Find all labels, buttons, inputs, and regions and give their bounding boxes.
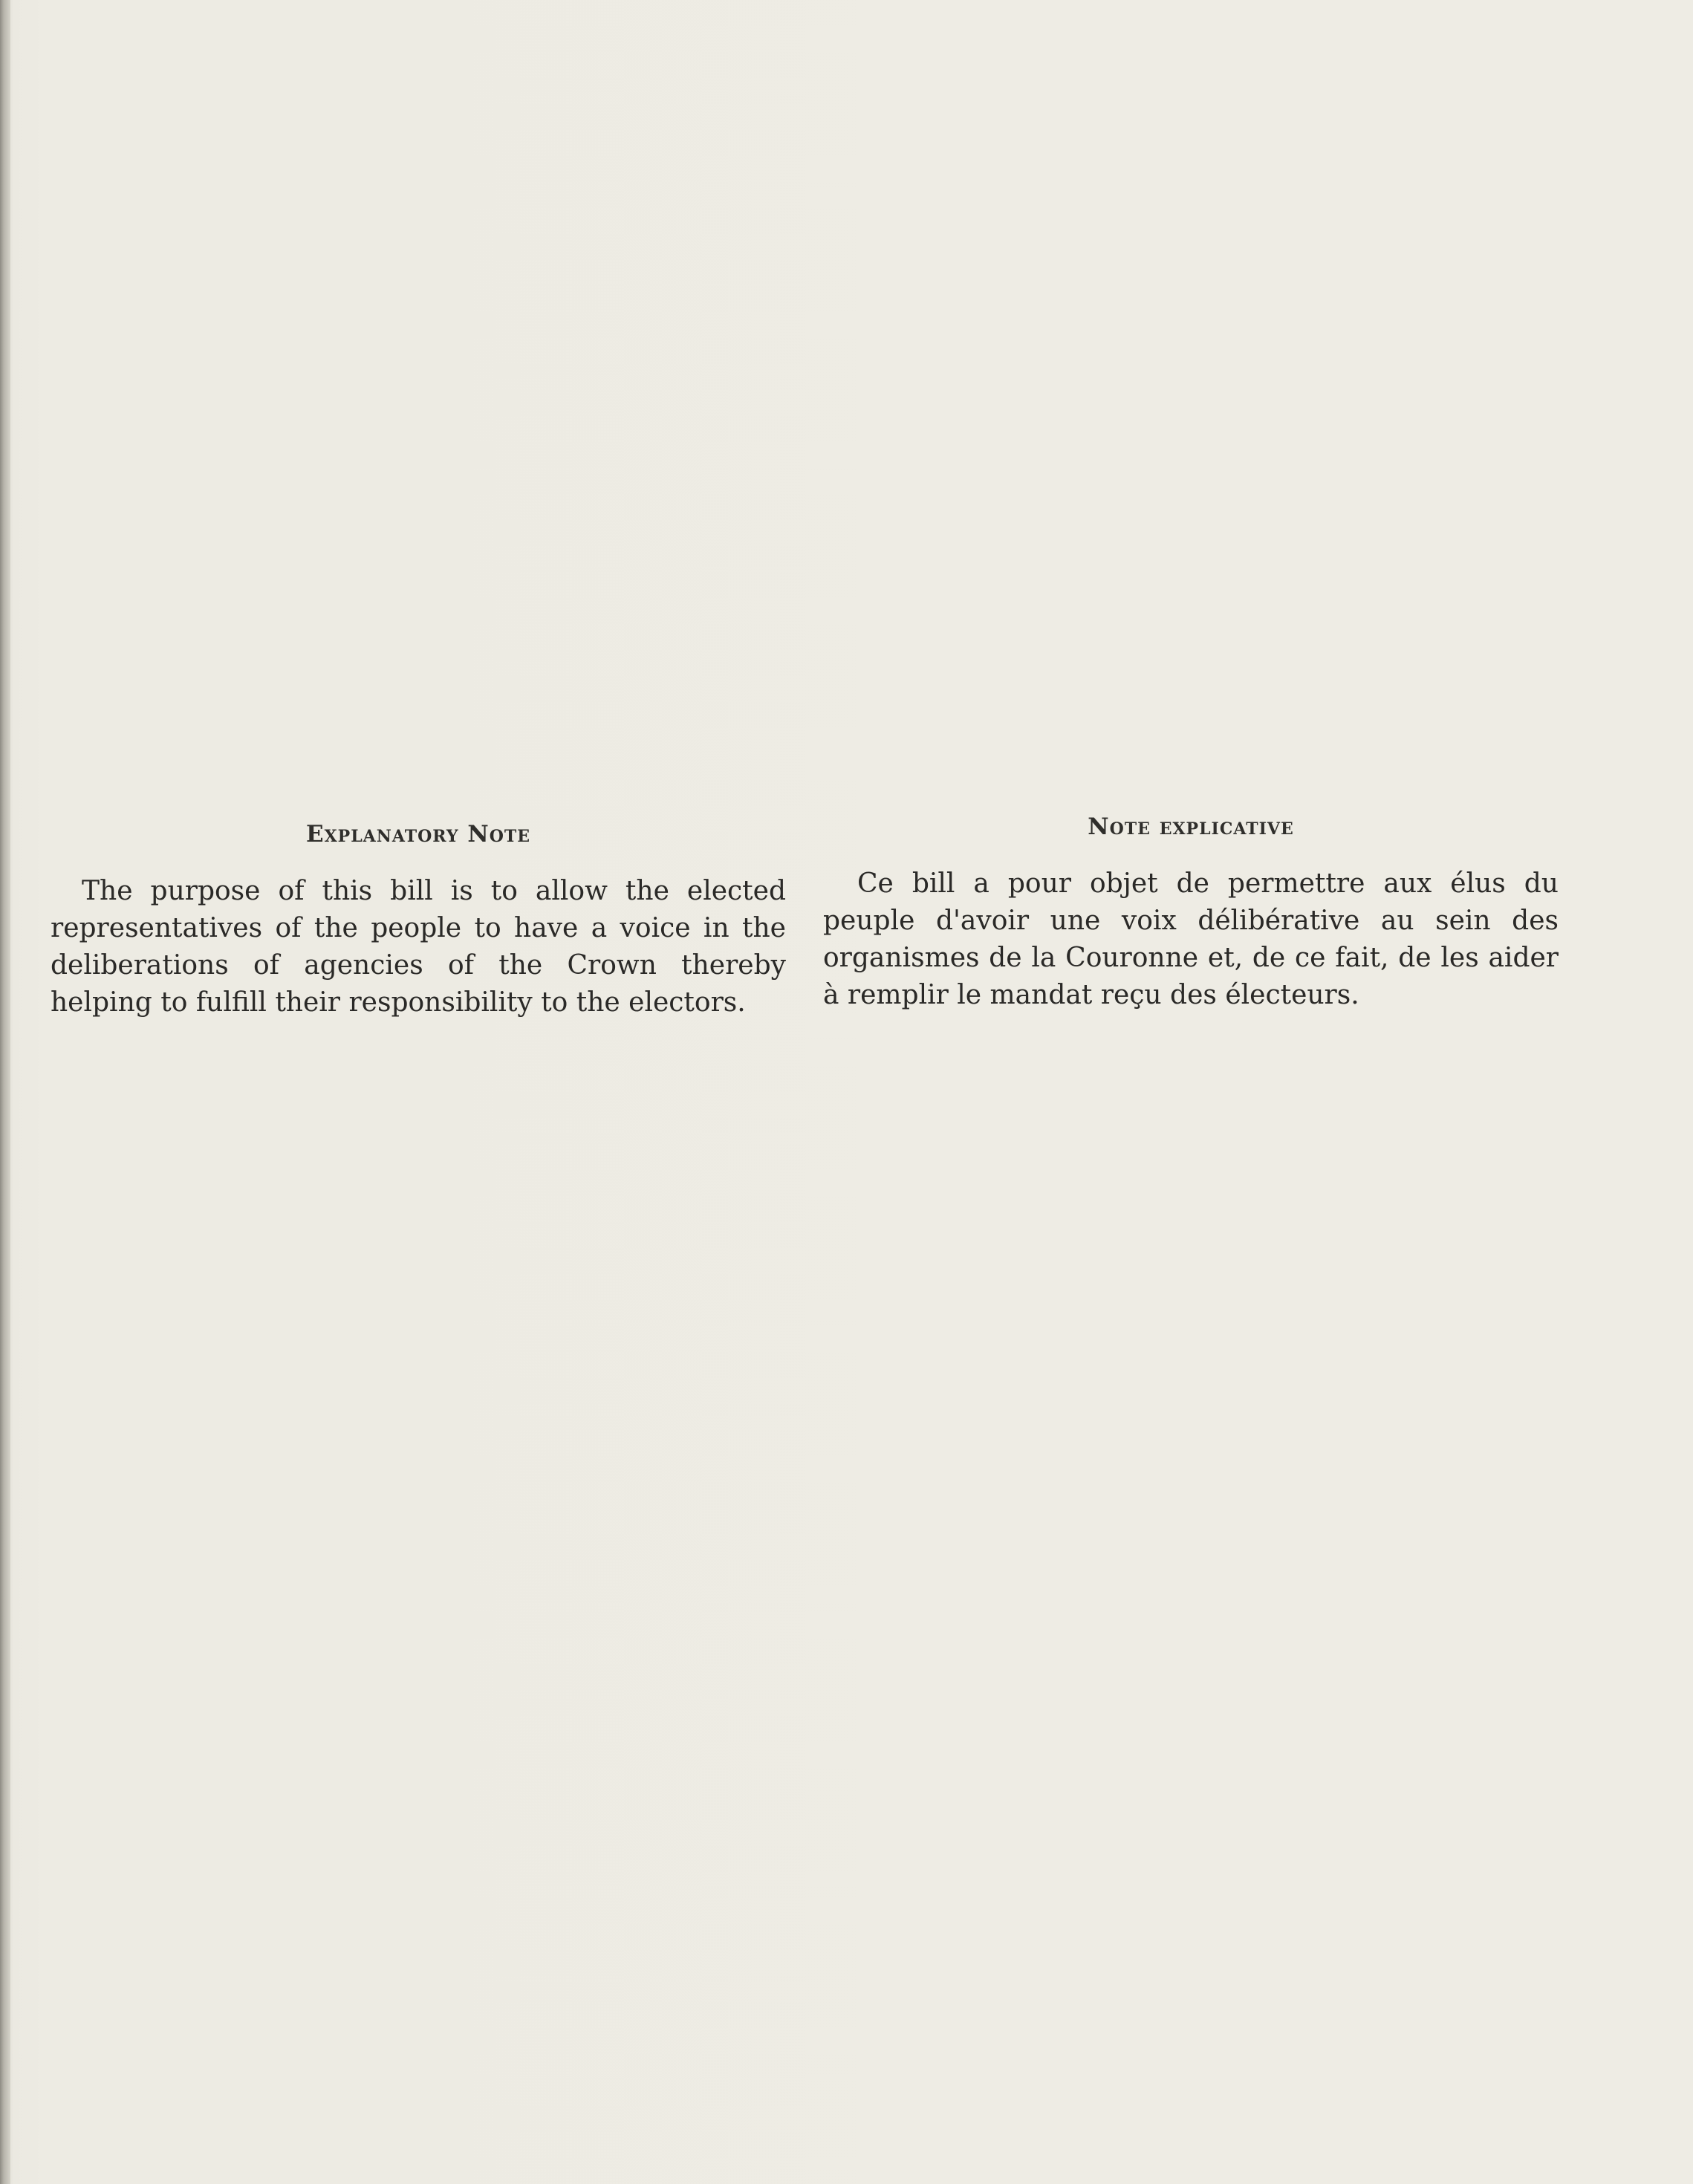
explanatory-note-body: The purpose of this bill is to allow the elected representatives of the people to have a voice in the deliberations of agencies of the Crown thereby helping to fulfill their responsibility to the electors.: [51, 876, 786, 1018]
note-explicative-body: Ce bill a pour objet de permettre aux élus du peuple d'avoir une voix délibérative au sein des organismes de la Couronne et, de ce fait, de les aider à remplir le mandat reçu des électeurs.: [823, 868, 1559, 1010]
page-binding-edge: [0, 0, 10, 2184]
note-explicative-heading: Note explicative: [1088, 813, 1294, 840]
explanatory-note-english: [51, 821, 786, 1021]
note-explicative-french: [823, 813, 1559, 1014]
explanatory-note-heading: Explanatory Note: [305, 821, 531, 848]
